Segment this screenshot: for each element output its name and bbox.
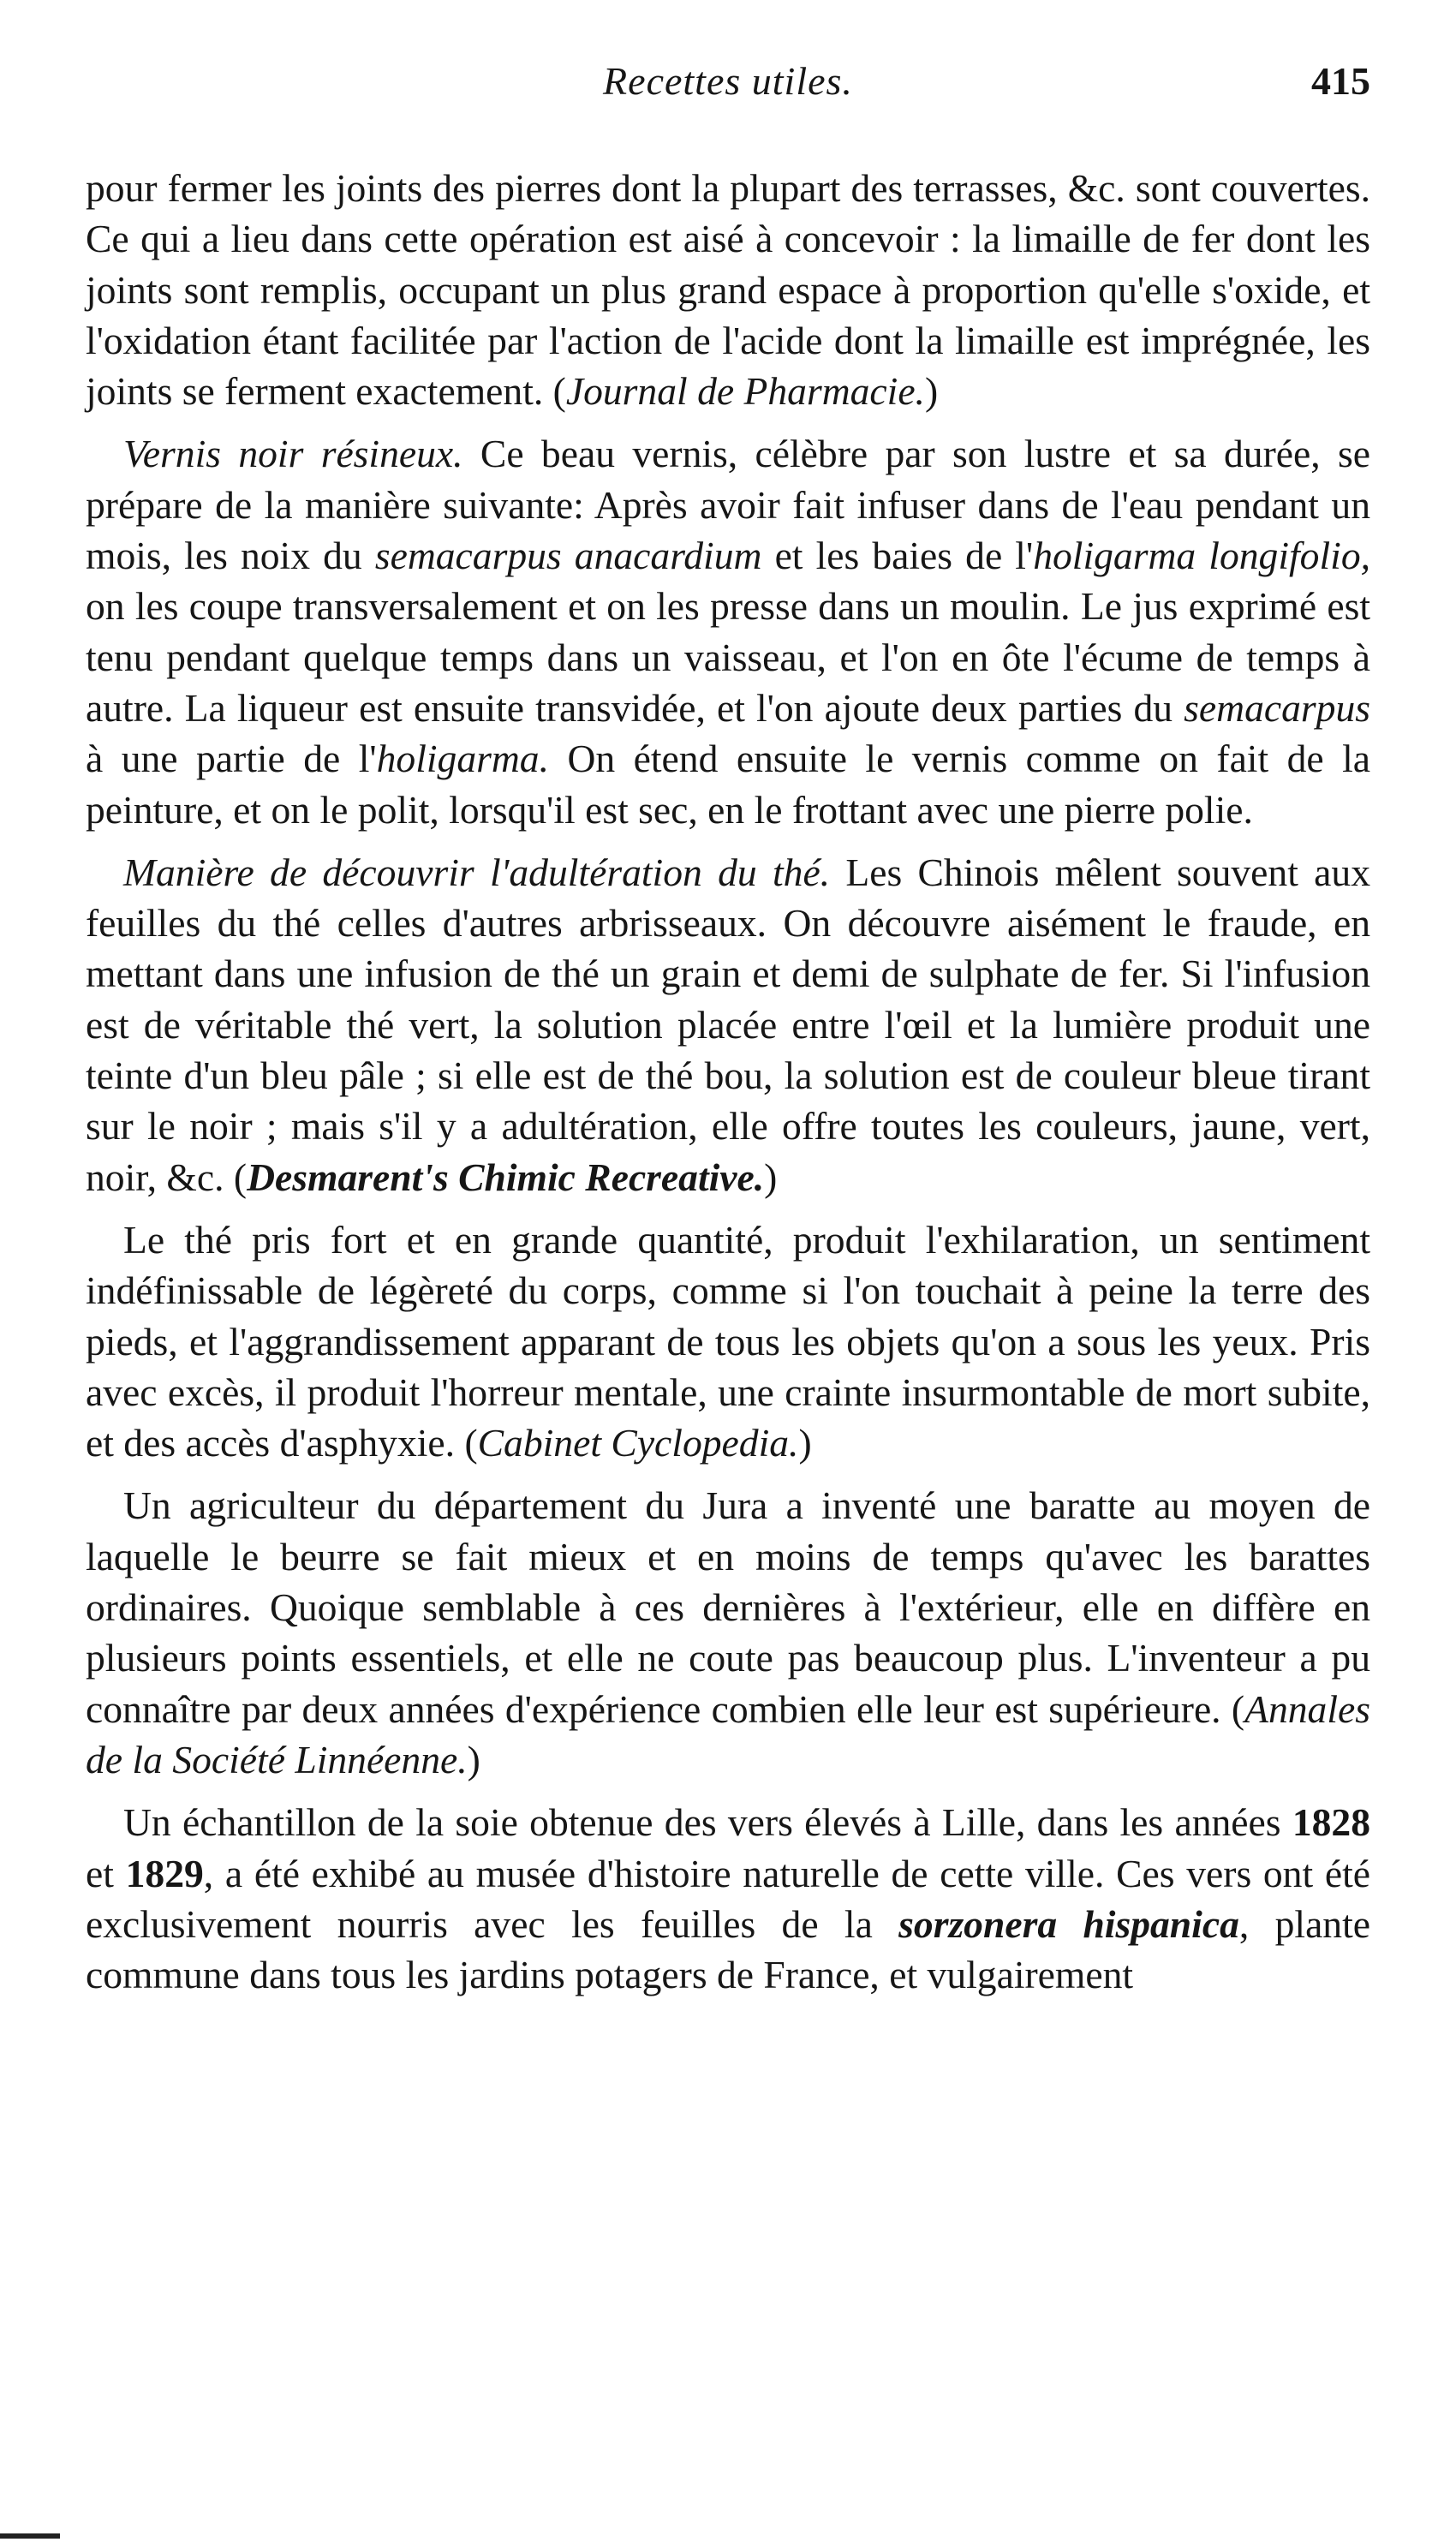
paragraph-text: pour fermer les joints des pierres dont la plupart des terrasses, &c. sont couvertes. Ce qui a lieu dans cette opération est aisé à concevoir : la limaille de fer dont les joints sont remplis, occupant un plus grand espace à proportion qu'elle s'oxide, et l'oxidation étant facilitée par l'action de l'acide dont la limaille est imprégnée, les joints se ferment exactement. ( <box>86 166 1370 414</box>
year: 1828 <box>1292 1800 1370 1845</box>
body-text <box>86 163 1370 2012</box>
paragraph-text: On étend ensuite le vernis comme on fait de la peinture, et on le polit, lorsqu'il est sec, en le frottant avec une pierre polie. <box>86 737 1370 832</box>
paragraph-text: , plante commune dans tous les jardins potagers de France, et vulgairement <box>86 1901 1371 1997</box>
source-citation: Annales de la Société Linnéenne. <box>86 1686 1370 1781</box>
paragraph-text: Le thé pris fort et en grande quantité, produit l'exhilaration, un sentiment indéfinissable de légèreté du corps, comme si l'on touchait à peine la terre des pieds, et l'aggrandissement apparant de tous les objets qu'on a sous les yeux. Pris avec excès, il produit l'horreur mentale, une crainte insurmontable de mort subite, et des accès d'asphyxie. ( <box>86 1217 1370 1465</box>
citation-close: ) <box>924 369 939 414</box>
paragraph-text: on les coupe transversalement et on les presse dans un moulin. Le jus exprimé est tenu pendant quelque temps dans un vaisseau, et l'on en ôte l'écume de temps à autre. La liqueur est ensuite transvidée, et l'on ajoute deux parties du <box>86 584 1370 730</box>
paragraph-text: Les Chinois mêlent souvent aux feuilles du thé celles d'autres arbrisseaux. On découvre aisément le fraude, en mettant dans une infusion de thé un grain et demi de sulphate de fer. Si l'infusion est de véritable thé vert, la solution placée entre l'œil et la lumière produit une teinte d'un bleu pâle ; si elle est de thé bou, la solution est de couleur bleue tirant sur le noir ; mais s'il y a adultération, elle offre toutes les couleurs, jaune, vert, noir, &c. ( <box>86 850 1370 1199</box>
citation-close: ) <box>764 1155 778 1199</box>
source-citation: Desmarent's Chimic Recreative. <box>247 1155 765 1199</box>
paragraph-text: Ce beau vernis, célèbre par son lustre et sa durée, se prépare de la manière suivante: Après avoir fait infuser dans de l'eau pendant un mois, les noix du <box>86 432 1370 578</box>
paragraph-text: et <box>86 1851 126 1895</box>
running-title: Recettes utiles. <box>603 59 853 103</box>
page-number: 415 <box>1311 59 1370 103</box>
footer-rule <box>0 2533 60 2539</box>
paragraph-the-adulteration <box>86 847 1370 1202</box>
species-name: semacarpus <box>1184 685 1370 730</box>
paragraph-vernis <box>86 428 1370 834</box>
species-name: semacarpus anacardium <box>374 534 762 578</box>
year: 1829 <box>125 1851 204 1895</box>
run-in-heading: Vernis noir résineux. <box>123 432 463 476</box>
paragraph-text: à une partie de l' <box>86 737 377 781</box>
species-name: holigarma longifolio, <box>1033 534 1371 578</box>
paragraph-baratte <box>86 1480 1370 1785</box>
paragraph-text: et les baies de l' <box>761 534 1034 578</box>
species-name: sorzonera hispanica <box>898 1901 1239 1946</box>
paragraph-text: Un agriculteur du département du Jura a inventé une baratte au moyen de laquelle le beurre se fait mieux et en moins de temps qu'avec les barattes ordinaires. Quoique semblable à ces dernières à l'extérieur, elle en diffère en plusieurs points essentiels, et elle ne coute pas beaucoup plus. L'inventeur a pu connaître par deux années d'expérience combien elle leur est supérieure. ( <box>86 1483 1370 1731</box>
page-header <box>86 58 1370 118</box>
paragraph-soie <box>86 1797 1370 2000</box>
source-citation: Journal de Pharmacie. <box>565 369 925 414</box>
run-in-heading: Manière de découvrir l'adultération du thé. <box>123 850 831 894</box>
citation-close: ) <box>467 1737 480 1781</box>
species-name: holigarma. <box>376 737 549 781</box>
source-citation: Cabinet Cyclopedia. <box>477 1421 799 1465</box>
paragraph-text: , a été exhibé au musée d'histoire naturelle de cette ville. Ces vers ont été exclusivement nourris avec les feuilles de la <box>86 1851 1370 1946</box>
citation-close: ) <box>798 1421 812 1465</box>
paragraph-the-effects <box>86 1214 1370 1468</box>
paragraph-terrasses <box>86 163 1370 416</box>
paragraph-text: Un échantillon de la soie obtenue des vers élevés à Lille, dans les années <box>123 1800 1292 1845</box>
